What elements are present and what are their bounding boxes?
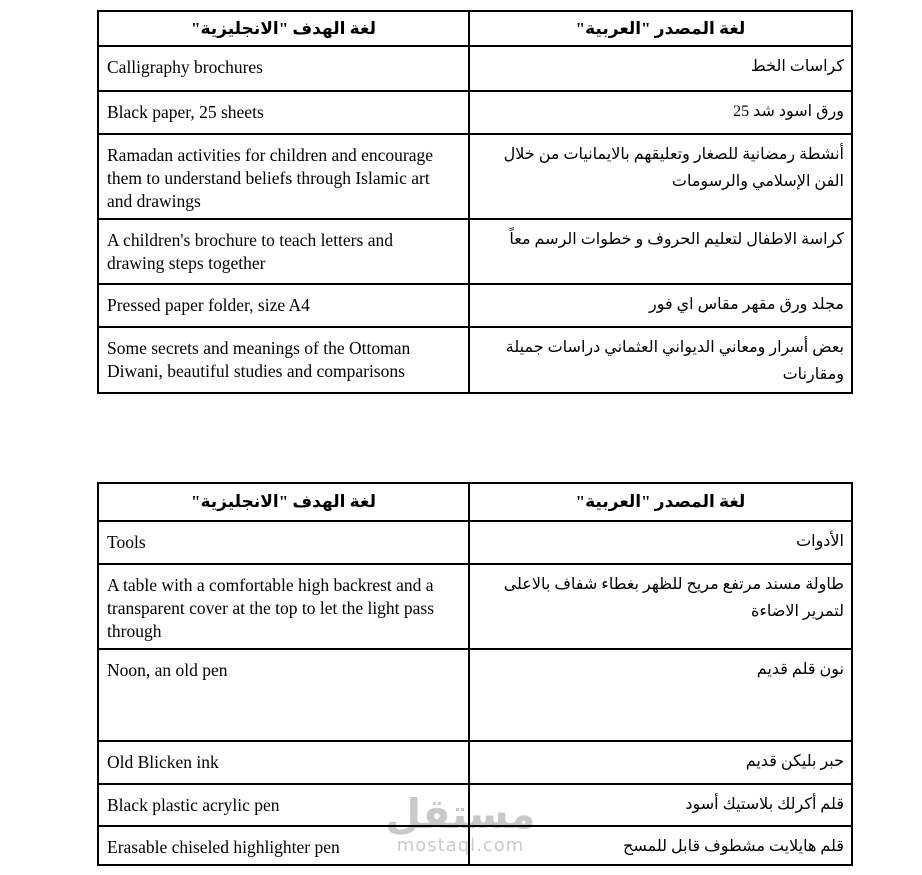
arabic-cell: مجلد ورق مقهر مقاس اي فور — [469, 284, 852, 327]
english-cell: Tools — [98, 521, 469, 564]
header-source-language: لغة المصدر "العربية" — [469, 11, 852, 46]
arabic-cell: قلم هايلايت مشطوف قابل للمسح — [469, 826, 852, 865]
table-row — [98, 521, 852, 564]
table-row — [98, 741, 852, 784]
english-cell: Black paper, 25 sheets — [98, 91, 469, 134]
table-row — [98, 284, 852, 327]
arabic-cell: الأدوات — [469, 521, 852, 564]
table-row — [98, 649, 852, 741]
english-cell: Erasable chiseled highlighter pen — [98, 826, 469, 865]
arabic-cell: أنشطة رمضانية للصغار وتعليقهم بالايمانيات من خلال الفن الإسلامي والرسومات — [469, 134, 852, 219]
arabic-cell: بعض أسرار ومعاني الديواني العثماني دراسات جميلة ومقارنات — [469, 327, 852, 393]
table-row — [98, 46, 852, 91]
table-header-row — [98, 11, 852, 46]
table-row — [98, 134, 852, 219]
translation-table-bottom — [97, 482, 853, 866]
arabic-cell: طاولة مسند مرتفع مريح للظهر بغطاء شفاف بالاعلى لتمرير الاضاءة — [469, 564, 852, 649]
english-cell: Pressed paper folder, size A4 — [98, 284, 469, 327]
english-cell: Old Blicken ink — [98, 741, 469, 784]
table-row — [98, 784, 852, 826]
arabic-cell: كراسة الاطفال لتعليم الحروف و خطوات الرسم معاً — [469, 219, 852, 284]
mostaql-url-text: mostaql.com — [396, 835, 525, 856]
arabic-cell: نون قلم قديم — [469, 649, 852, 741]
english-cell: Calligraphy brochures — [98, 46, 469, 91]
arabic-cell: قلم أكرلك بلاستيك أسود — [469, 784, 852, 826]
header-target-language: لغة الهدف "الانجليزية" — [98, 11, 469, 46]
table-row — [98, 826, 852, 865]
table-header-row — [98, 483, 852, 521]
table-row — [98, 564, 852, 649]
table-row — [98, 327, 852, 393]
english-cell: Black plastic acrylic pen — [98, 784, 469, 826]
english-cell: Ramadan activities for children and encourage them to understand beliefs through Islamic art and drawings — [98, 134, 469, 219]
header-target-language: لغة الهدف "الانجليزية" — [98, 483, 469, 521]
table-row — [98, 219, 852, 284]
english-cell: A table with a comfortable high backrest and a transparent cover at the top to let the light pass through — [98, 564, 469, 649]
arabic-cell: كراسات الخط — [469, 46, 852, 91]
english-cell: Some secrets and meanings of the Ottoman Diwani, beautiful studies and comparisons — [98, 327, 469, 393]
mostaql-logo: مستقل — [385, 790, 536, 838]
english-cell: Noon, an old pen — [98, 649, 469, 741]
header-source-language: لغة المصدر "العربية" — [469, 483, 852, 521]
arabic-cell: ورق اسود شد 25 — [469, 91, 852, 134]
arabic-cell: حبر بليكن قديم — [469, 741, 852, 784]
translation-table-top — [97, 10, 853, 394]
table-row — [98, 91, 852, 134]
english-cell: A children's brochure to teach letters and drawing steps together — [98, 219, 469, 284]
